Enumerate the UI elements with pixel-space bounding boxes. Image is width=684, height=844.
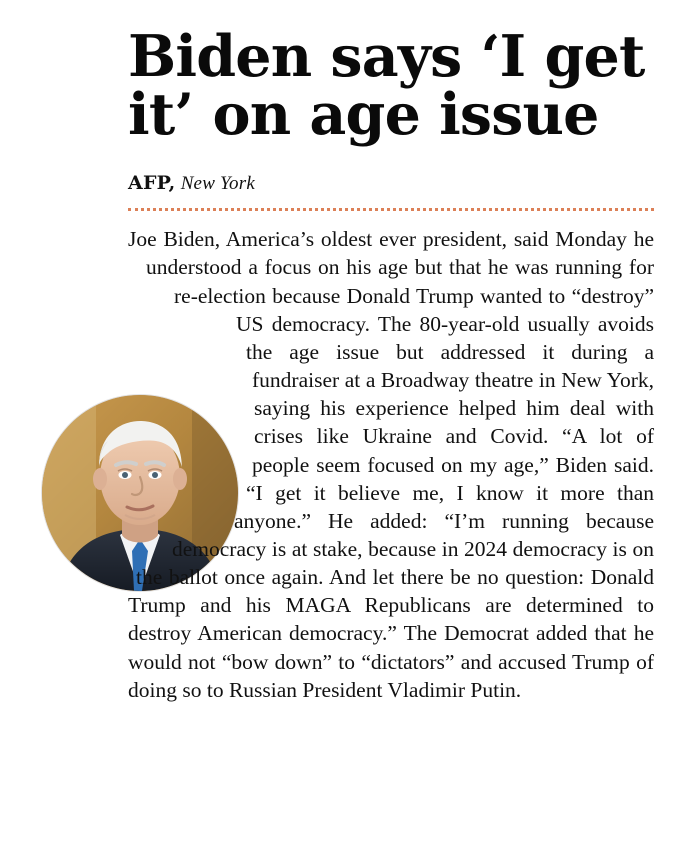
page-title: Biden says ‘I get it’ on age issue <box>128 23 645 149</box>
byline-location: New York <box>180 173 255 195</box>
article-body <box>128 225 654 704</box>
divider-dotted <box>128 205 654 211</box>
article-paragraph: Joe Biden, America’s oldest ever president, said Monday he understood a focus on his age but that he was running for re-election because Donald Trump wanted to “destroy” US democracy. The 80-year-old usually avoids the age issue but addressed it during a fundraiser at a Broadway theatre in New York, saying his experience helped him deal with crises like Ukraine and Covid. “A lot of people seem focused on my age,” Biden said. “I get it believe me, I know it more than anyone.” He added: “I’m running because democracy is at stake, because in 2024 democracy is on the ballot once again. And let there be no question: Donald Trump and his MAGA Republicans are determined to destroy American democracy.” The Democrat added that he would not “bow down” to “dictators” and accused Trump of doing so to Russian President Vladimir Putin. <box>128 227 654 702</box>
byline-agency: AFP, <box>128 172 176 195</box>
byline <box>128 172 654 195</box>
article-content <box>128 23 654 704</box>
